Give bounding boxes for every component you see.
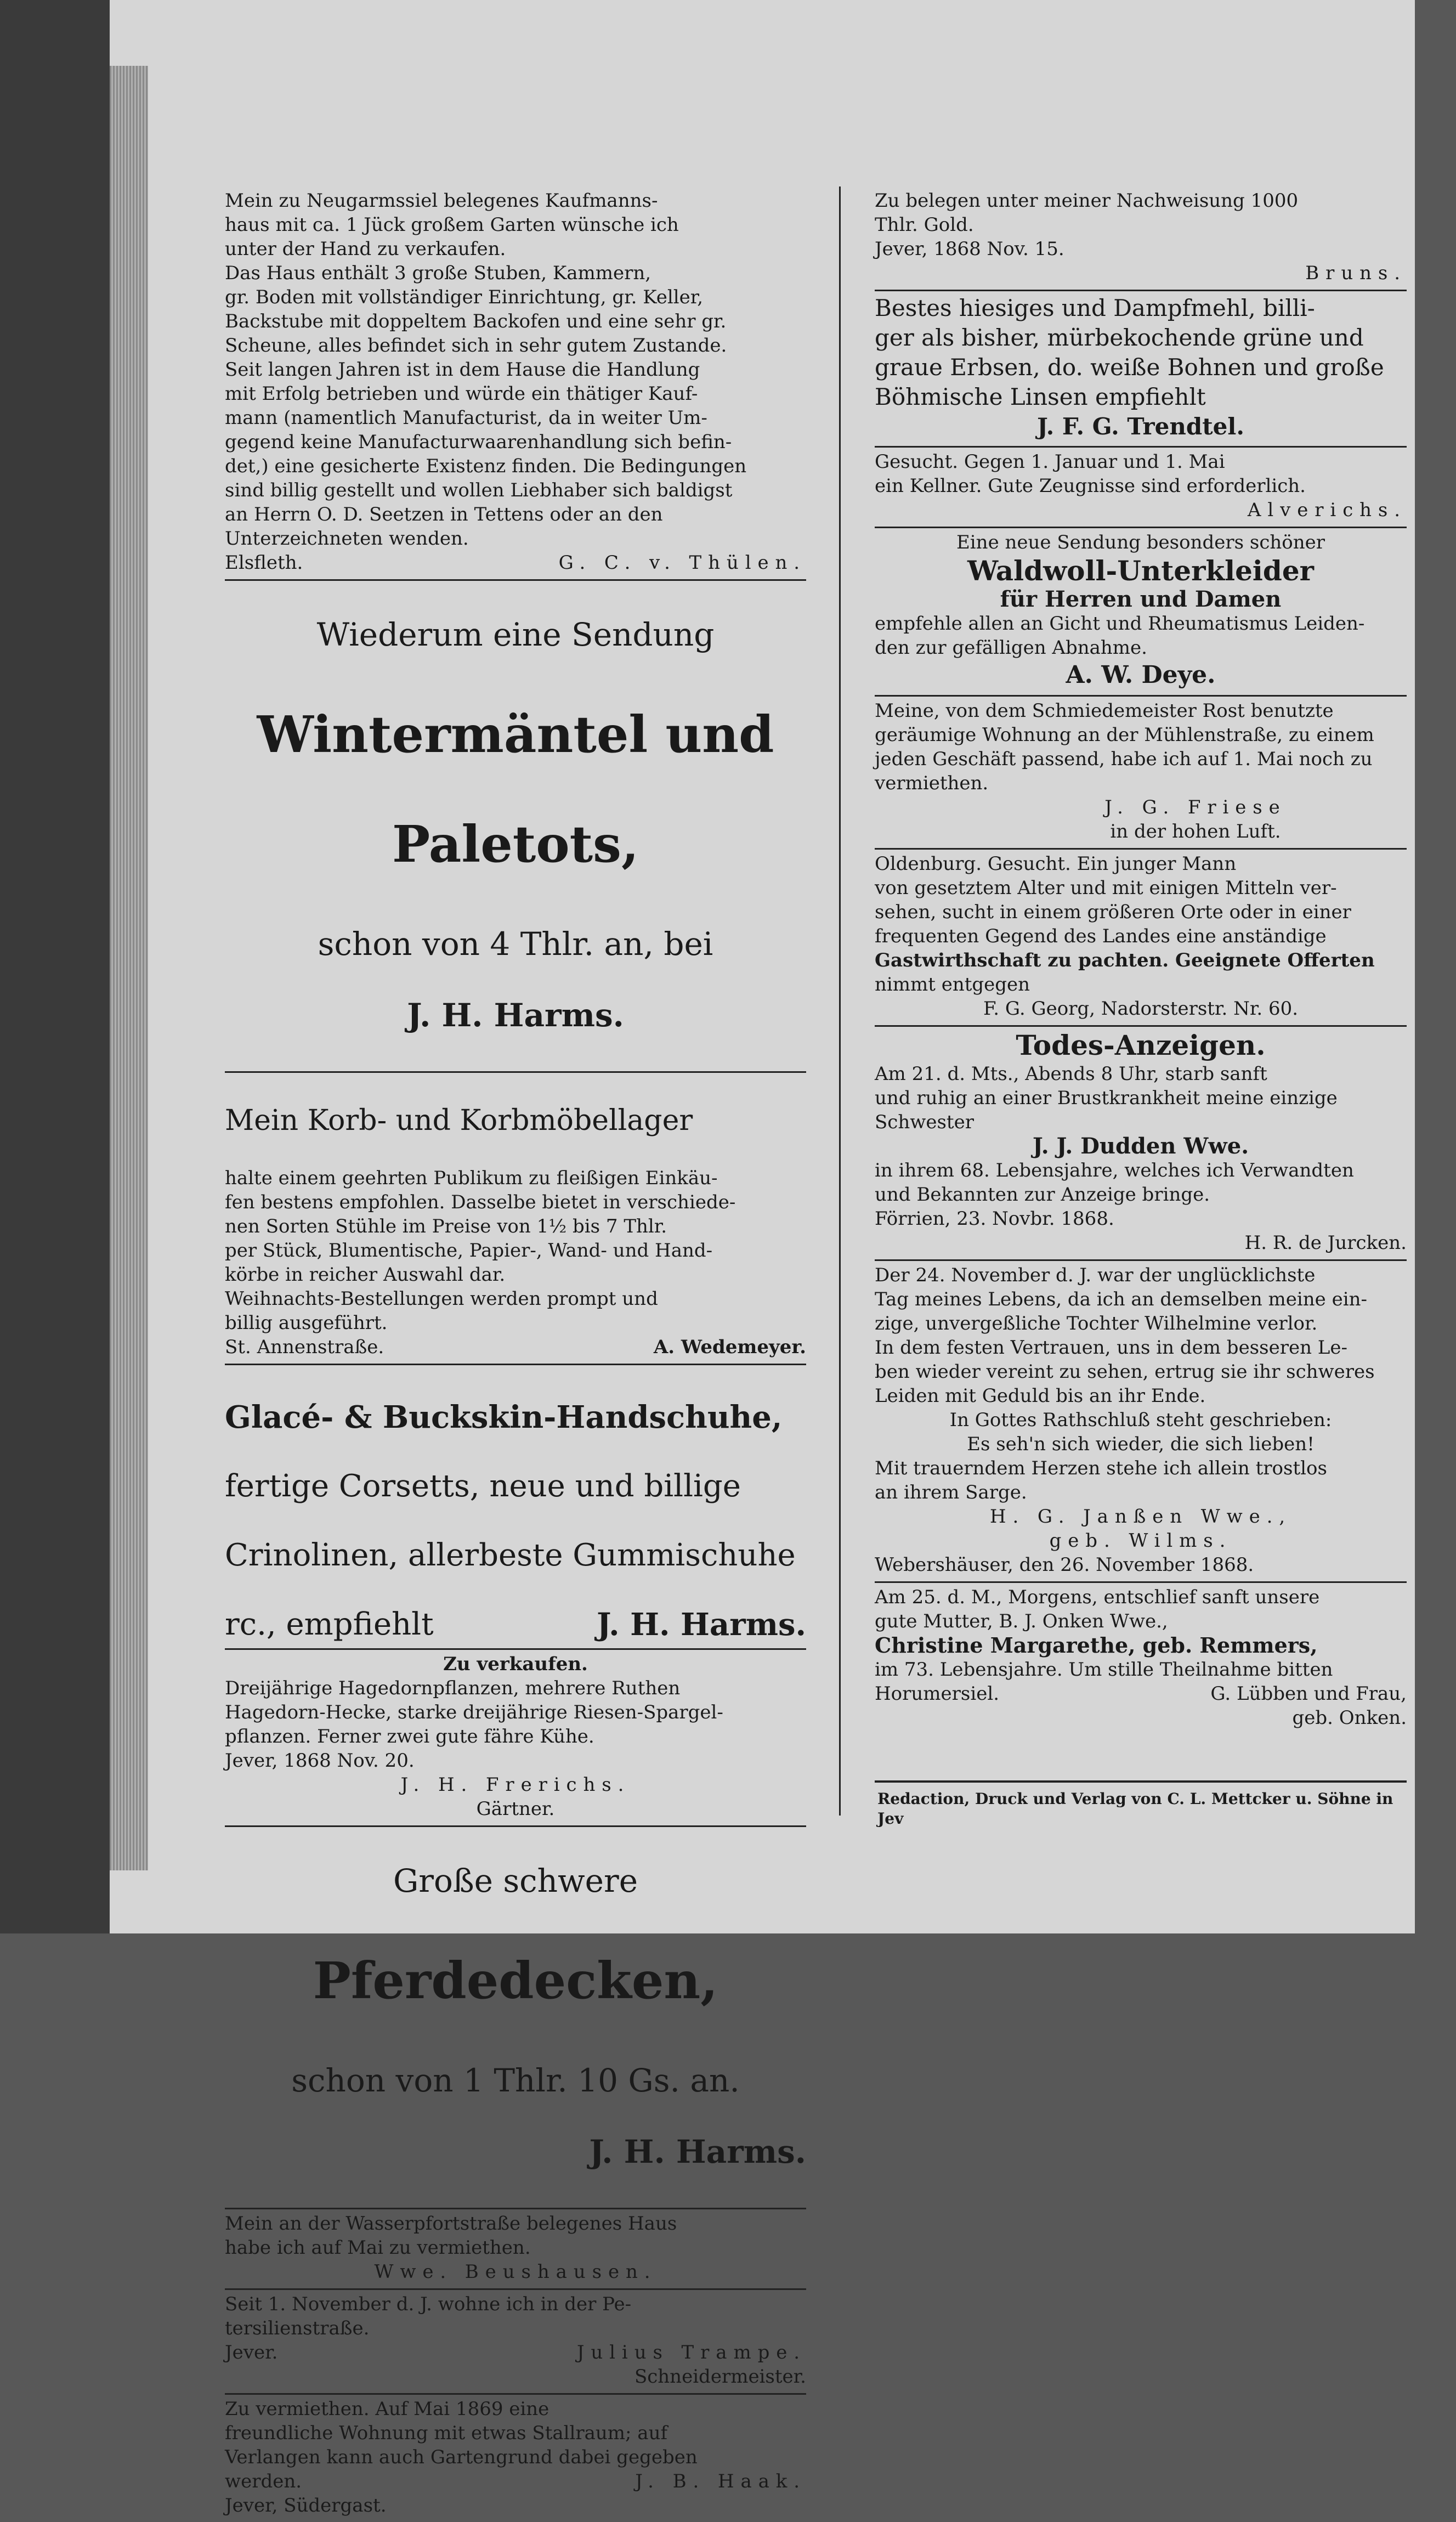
signature: J. H. Frerichs.: [400, 1774, 631, 1796]
text-line: mann (namentlich Manufacturist, da in weiter Um-: [225, 407, 707, 429]
ad-pferdedecken: [225, 1827, 806, 2209]
text-line: habe ich auf Mai zu vermiethen.: [225, 2237, 531, 2259]
signature-row: [875, 1682, 1407, 1706]
obituary-dudden: [875, 1027, 1407, 1261]
deceased-name: J. J. Dudden Wwe.: [1032, 1133, 1249, 1159]
text-line: per Stück, Blumentische, Papier-, Wand- und Hand-: [225, 1240, 713, 1262]
text-line: empfehle allen an Gicht und Rheumatismus Leiden-: [875, 613, 1365, 635]
text-line: Mit trauerndem Herzen stehe ich allein trostlos: [875, 1457, 1327, 1479]
text-line: Böhmische Linsen empfiehlt: [875, 383, 1206, 410]
text-line: jeden Geschäft passend, habe ich auf 1. Mai noch zu: [875, 748, 1373, 770]
text-line: körbe in reicher Auswahl dar.: [225, 1264, 506, 1286]
text-line: Jever, 1868 Nov. 15.: [875, 238, 1064, 260]
headline: Zu verkaufen.: [443, 1653, 588, 1675]
ad-zu-verkaufen: [225, 1650, 806, 1827]
text-line: Mein an der Wasserpfortstraße belegenes Haus: [225, 2213, 677, 2235]
ad-korbmoebel: [225, 1073, 806, 1365]
text-line: fen bestens empfohlen. Dasselbe bietet in verschiede-: [225, 1191, 736, 1213]
left-column: [225, 186, 806, 2522]
ad-waldwoll: [875, 528, 1407, 697]
right-column: [875, 186, 1407, 1734]
text-line: unter der Hand zu verkaufen.: [225, 238, 506, 260]
signature: G. C. v. Thülen.: [558, 552, 806, 574]
place: Webershäuser, den 26. November 1868.: [875, 1554, 1254, 1576]
text-line: det,) eine gesicherte Existenz finden. Die Bedingungen: [225, 455, 747, 477]
imprint: Redaction, Druck und Verlag von C. L. Mettcker u. Söhne in Jev: [877, 1790, 1393, 1828]
ad-wohnung-muehlenstrasse: [875, 697, 1407, 850]
merchant-name: A. W. Deye.: [1066, 661, 1216, 689]
merchant-name: J. H. Harms.: [596, 1607, 806, 1643]
text-line: ger als bisher, mürbekochende grüne und: [875, 324, 1364, 351]
signature: Bruns.: [1305, 262, 1407, 284]
text-line: Backstube mit doppeltem Backofen und eine sehr gr.: [225, 310, 727, 332]
text-line: Oldenburg. Gesucht. Ein junger Mann: [875, 853, 1237, 875]
text-line: ein Kellner. Gute Zeugnisse sind erforderlich.: [875, 475, 1306, 497]
headline: Mein Korb- und Korbmöbellager: [225, 1104, 693, 1137]
headline-large: Pferdedecken,: [313, 1951, 718, 2010]
text-line: Bestes hiesiges und Dampfmehl, billi-: [875, 295, 1315, 321]
address: in der hohen Luft.: [1110, 821, 1281, 842]
text-line: billig ausgeführt.: [225, 1312, 388, 1334]
text-line: Weihnachts-Bestellungen werden prompt und: [225, 1288, 658, 1310]
text-line: von gesetztem Alter und mit einigen Mitteln ver-: [875, 877, 1337, 899]
text-line: Mein zu Neugarmssiel belegenes Kaufmanns-: [225, 190, 658, 212]
text-line: Dreijährige Hagedornpflanzen, mehrere Ruthen: [225, 1677, 681, 1699]
text-line: In dem festen Vertrauen, uns in dem besseren Le-: [875, 1337, 1347, 1359]
headline-large: Wintermäntel und: [257, 705, 774, 764]
signature-role: Schneidermeister.: [634, 2366, 806, 2388]
headline: fertige Corsetts, neue und billige: [225, 1468, 741, 1504]
footer-rule: [875, 1780, 1407, 1783]
text-line: sind billig gestellt und wollen Liebhaber sich baldigst: [225, 479, 733, 501]
page-edges: [110, 66, 148, 1870]
signature: F. G. Georg, Nadorsterstr. Nr. 60.: [983, 998, 1299, 1020]
headline-large: Paletots,: [392, 815, 639, 874]
text-line: Es seh'n sich wieder, die sich lieben!: [967, 1433, 1315, 1455]
signature-row: [225, 2469, 806, 2493]
deceased-name: Christine Margarethe, geb. Remmers,: [875, 1633, 1318, 1658]
text-line: tersilienstraße.: [225, 2317, 370, 2339]
signature: Julius Trampe.: [576, 2342, 806, 2363]
signature-role-row: [225, 2365, 806, 2389]
headline: schon von 1 Thlr. 10 Gs. an.: [291, 2062, 740, 2099]
text-line: Scheune, alles befindet sich in sehr gutem Zustande.: [225, 335, 727, 357]
ad-handschuhe: [225, 1365, 806, 1650]
signature-row: [875, 498, 1407, 522]
signature: Wwe. Beushausen.: [374, 2261, 657, 2283]
signature: J. B. Haak.: [635, 2470, 806, 2492]
text-line: Zu vermiethen. Auf Mai 1869 eine: [225, 2398, 549, 2420]
signature-row: [225, 1605, 806, 1644]
ad-wintermaentel: [225, 581, 806, 1073]
ad-gesucht-kellner: [875, 448, 1407, 528]
signature-row: [225, 1335, 806, 1359]
section-title: Todes-Anzeigen.: [1016, 1029, 1266, 1061]
text-line: gute Mutter, B. J. Onken Wwe.,: [875, 1610, 1168, 1632]
text-line: ben wieder vereint zu sehen, ertrug sie ihr schweres: [875, 1361, 1375, 1383]
headline-large: Waldwoll-Unterkleider: [967, 555, 1315, 587]
text-line: den zur gefälligen Abnahme.: [875, 637, 1147, 659]
ad-zu-belegen: [875, 186, 1407, 291]
signature-row: [875, 261, 1407, 285]
ad-zu-vermiethen: [225, 2395, 806, 2522]
headline: Crinolinen, allerbeste Gummischuhe: [225, 1537, 796, 1573]
text-line: pflanzen. Ferner zwei gute fähre Kühe.: [225, 1726, 594, 1748]
place: Jever.: [225, 2342, 278, 2363]
text-line: und ruhig an einer Brustkrankheit meine einzige: [875, 1087, 1338, 1109]
text-line: graue Erbsen, do. weiße Bohnen und große: [875, 354, 1384, 381]
headline: schon von 4 Thlr. an, bei: [318, 925, 713, 963]
text-line: Schwester: [875, 1111, 974, 1133]
text-line: nen Sorten Stühle im Preise von 1½ bis 7 Thlr.: [225, 1215, 667, 1237]
text-line: Verlangen kann auch Gartengrund dabei gegeben: [225, 2446, 698, 2468]
signature-row: [875, 1706, 1407, 1730]
signature: H. R. de Jurcken.: [1244, 1232, 1407, 1254]
headline: für Herren und Damen: [1000, 586, 1282, 612]
merchant-name: J. H. Harms.: [589, 2133, 806, 2170]
signature: H. G. Janßen Wwe.,: [989, 1506, 1292, 1528]
headline: Glacé- & Buckskin-Handschuhe,: [225, 1399, 783, 1435]
signature: Alverichs.: [1247, 499, 1407, 521]
text-line: Thlr. Gold.: [875, 214, 974, 236]
signature: G. Lübben und Frau,: [1210, 1683, 1407, 1705]
text-line: an ihrem Sarge.: [875, 1481, 1027, 1503]
text-line: freundliche Wohnung mit etwas Stallraum; auf: [225, 2422, 668, 2444]
text-line: Förrien, 23. Novbr. 1868.: [875, 1208, 1114, 1230]
text-line: Das Haus enthält 3 große Stuben, Kammern,: [225, 262, 651, 284]
ad-haus-vermiethen: [225, 2209, 806, 2290]
text-line: Unterzeichneten wenden.: [225, 528, 469, 550]
ad-trampe: [225, 2290, 806, 2395]
text-line: nimmt entgegen: [875, 974, 1030, 996]
ad-gastwirthschaft: [875, 850, 1407, 1027]
place: Elsfleth.: [225, 552, 303, 574]
text-line: an Herrn O. D. Seetzen in Tettens oder an den: [225, 504, 663, 525]
signature-row: [875, 1231, 1407, 1255]
headline: Wiederum eine Sendung: [316, 616, 715, 653]
signature: A. Wedemeyer.: [653, 1336, 806, 1358]
signature-role: Gärtner.: [476, 1798, 555, 1820]
signature: geb. Onken.: [1292, 1707, 1407, 1729]
book-gutter: [0, 0, 110, 1933]
text-line: Hagedorn-Hecke, starke dreijährige Riesen-Spargel-: [225, 1701, 723, 1723]
text-line: im 73. Lebensjahre. Um stille Theilnahme bitten: [875, 1659, 1333, 1681]
obituary-remmers: [875, 1583, 1407, 1734]
text-line: Leiden mit Geduld bis an ihr Ende.: [875, 1385, 1206, 1407]
signature-row: [225, 551, 806, 575]
place: St. Annenstraße.: [225, 1336, 384, 1358]
text-line: Am 25. d. M., Morgens, entschlief sanft unsere: [875, 1586, 1320, 1608]
text-line: sehen, sucht in einem größeren Orte oder in einer: [875, 901, 1351, 923]
headline: Große schwere: [393, 1862, 638, 1899]
text-line: Gastwirthschaft zu pachten. Geeignete Offerten: [875, 949, 1375, 971]
text-line: Tag meines Lebens, da ich an demselben meine ein-: [875, 1288, 1367, 1310]
merchant-name: J. F. G. Trendtel.: [1037, 413, 1244, 440]
obituary-wilhelmine: [875, 1261, 1407, 1583]
text-line: werden.: [225, 2470, 302, 2492]
text-line: Eine neue Sendung besonders schöner: [956, 531, 1325, 553]
text-line: gr. Boden mit vollständiger Einrichtung, gr. Keller,: [225, 286, 704, 308]
ad-dampfmehl: [875, 291, 1407, 448]
text-line: gegend keine Manufacturwaarenhandlung sich befin-: [225, 431, 732, 453]
text-line: Gesucht. Gegen 1. Januar und 1. Mai: [875, 451, 1225, 473]
text-line: Jever, 1868 Nov. 20.: [225, 1750, 415, 1772]
column-divider: [839, 186, 841, 1816]
text-line: Seit 1. November d. J. wohne ich in der Pe-: [225, 2293, 632, 2315]
text-line: Meine, von dem Schmiedemeister Rost benutzte: [875, 700, 1334, 722]
text-line: zige, unvergeßliche Tochter Wilhelmine verlor.: [875, 1313, 1318, 1334]
text-line: Zu belegen unter meiner Nachweisung 1000: [875, 190, 1299, 212]
merchant-name: J. H. Harms.: [407, 997, 624, 1034]
text-line: Der 24. November d. J. war der unglücklichste: [875, 1264, 1316, 1286]
text-line: Am 21. d. Mts., Abends 8 Uhr, starb sanft: [875, 1063, 1267, 1085]
text-line: rc., empfiehlt: [225, 1607, 434, 1642]
text-line: halte einem geehrten Publikum zu fleißigen Einkäu-: [225, 1167, 718, 1189]
text-line: geräumige Wohnung an der Mühlenstraße, zu einem: [875, 724, 1374, 746]
text-line: vermiethen.: [875, 772, 989, 794]
ad-kaufmannshaus: [225, 186, 806, 581]
text-line: haus mit ca. 1 Jück großem Garten wünsche ich: [225, 214, 679, 236]
place: Jever, Südergast.: [225, 2495, 387, 2517]
text-line: Seit langen Jahren ist in dem Hause die Handlung: [225, 359, 700, 381]
text-line: mit Erfolg betrieben und würde ein thätiger Kauf-: [225, 383, 698, 405]
signature: geb. Wilms.: [1049, 1530, 1232, 1552]
text-line: In Gottes Rathschluß steht geschrieben:: [949, 1409, 1332, 1431]
text-line: und Bekannten zur Anzeige bringe.: [875, 1184, 1210, 1206]
place: Horumersiel.: [875, 1683, 1000, 1705]
text-line: in ihrem 68. Lebensjahre, welches ich Verwandten: [875, 1160, 1354, 1181]
signature-row: [225, 2340, 806, 2365]
text-line: frequenten Gegend des Landes eine anständige: [875, 925, 1327, 947]
signature: J. G. Friese: [1104, 796, 1287, 818]
